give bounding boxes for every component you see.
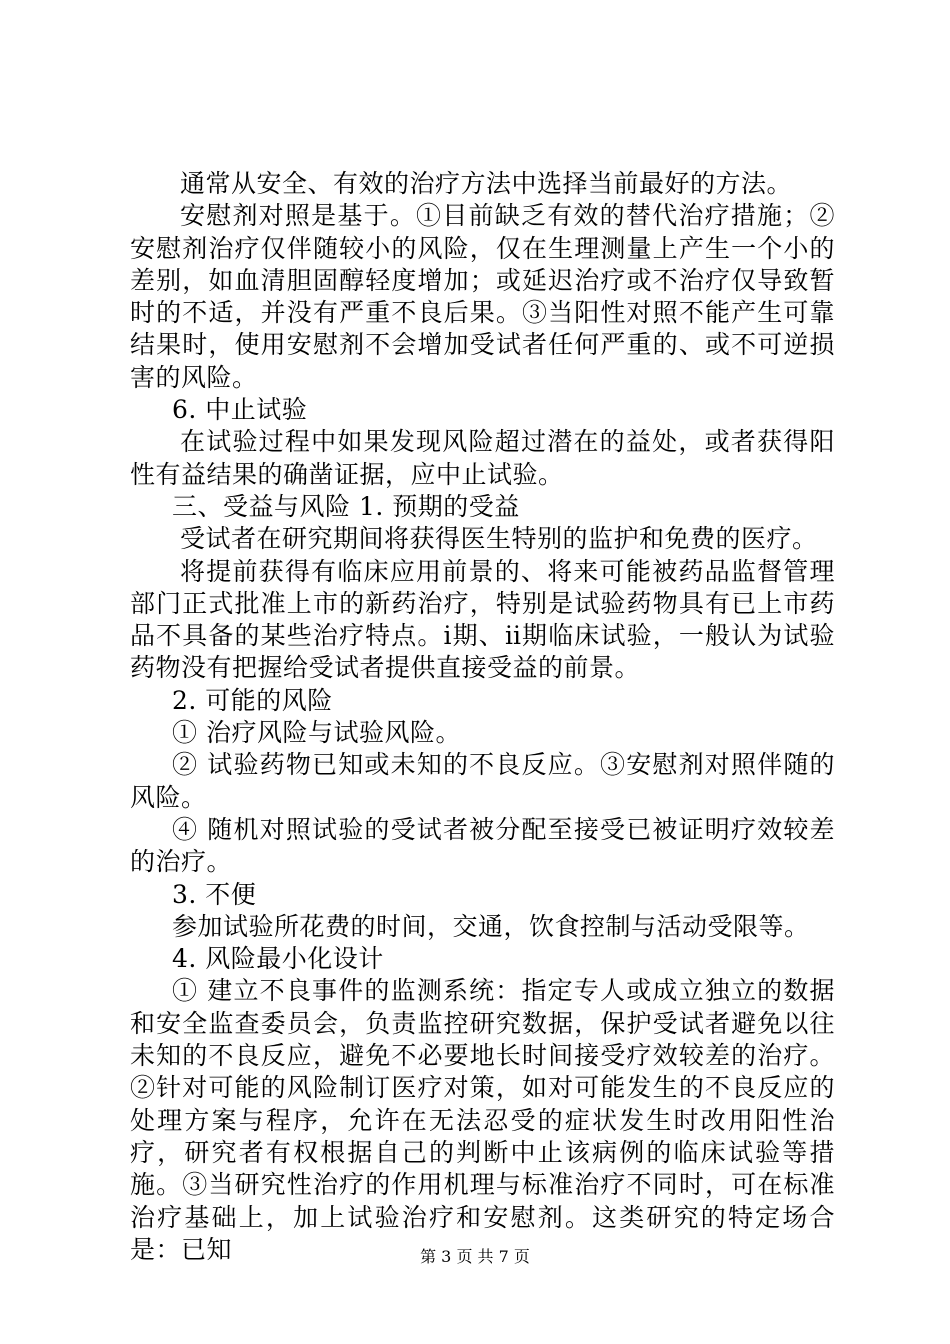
page-number-footer: 第 3 页 共 7 页 — [420, 1247, 530, 1266]
heading-inconvenience: 3. 不便 — [172, 879, 257, 909]
heading-benefit-risk: 三、受益与风险 1. 预期的受益 — [172, 491, 520, 521]
document-body — [130, 168, 835, 1266]
heading-stop-trial: 6. 中止试验 — [172, 395, 308, 425]
paragraph-care-benefit: 受试者在研究期间将获得医生特别的监护和免费的医疗。 — [180, 524, 818, 554]
paragraph-risk-4: ④ 随机对照试验的受试者被分配至接受已被证明疗效较差的治疗。 — [130, 814, 835, 877]
paragraph-best-method: 通常从安全、有效的治疗方法中选择当前最好的方法。 — [180, 169, 793, 198]
heading-risk-minimization: 4. 风险最小化设计 — [172, 944, 384, 974]
paragraph-placebo-basis: 安慰剂对照是基于。①目前缺乏有效的替代治疗措施；②安慰剂治疗仅伴随较小的风险，仅在生理测量上产生一个小的差别，如血清胆固醇轻度增加；或延迟治疗或不治疗仅导致暂时的不适，并没有严重不良后果。③当阳性对照不能产生可靠结果时，使用安慰剂不会增加受试者任何严重的、或不可逆损害的风险。 — [130, 201, 835, 392]
heading-possible-risks: 2. 可能的风险 — [172, 685, 333, 715]
paragraph-risk-2: ② 试验药物已知或未知的不良反应。③安慰剂对照伴随的风险。 — [130, 750, 835, 812]
paragraph-inconvenience: 参加试验所花费的时间，交通，饮食控制与活动受限等。 — [172, 911, 810, 941]
paragraph-risk-1: ① 治疗风险与试验风险。 — [172, 718, 461, 748]
paragraph-stop-trial: 在试验过程中如果发现风险超过潜在的益处，或者获得阳性有益结果的确凿证据，应中止试验。 — [130, 427, 835, 489]
paragraph-new-drug-benefit: 将提前获得有临床应用前景的、将来可能被药品监督管理部门正式批准上市的新药治疗，特别是试验药物具有已上市药品不具备的某些治疗特点。ⅰ期、ⅱ期临床试验，一般认为试验药物没有把握给受试者提供直接受益的前景。 — [130, 556, 835, 683]
paragraph-risk-minimization: ① 建立不良事件的监测系统：指定专人或成立独立的数据和安全监查委员会，负责监控研究数据，保护受试者避免以往未知的不良反应，避免不必要地长时间接受疗效较差的治疗。②针对可能的风险制订医疗对策，如对可能发生的不良反应的处理方案与程序，允许在无法忍受的症状发生时改用阳性治疗，研究者有权根据自己的判断中止该病例的临床试验等措施。③当研究性治疗的作用机理与标准治疗不同时，可在标准治疗基础上，加上试验治疗和安慰剂。这类研究的特定场合是：已知 — [130, 976, 835, 1264]
